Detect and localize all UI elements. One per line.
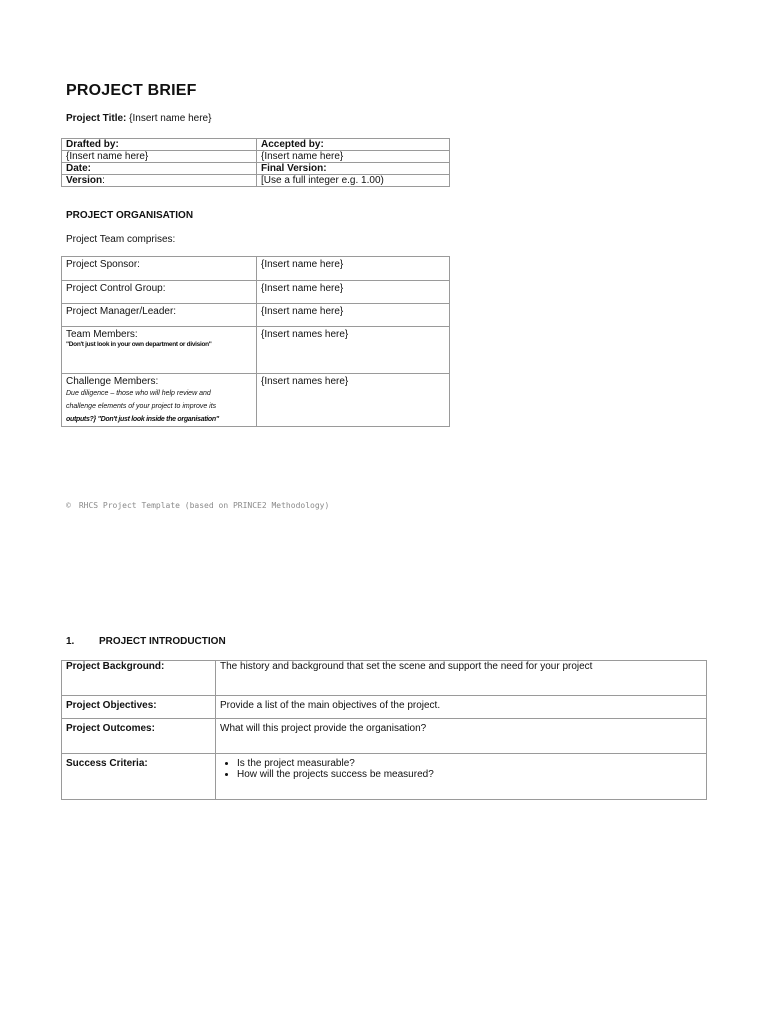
role-cell: Project Sponsor: [62,257,257,281]
value-cell: {Insert names here} [257,327,450,374]
final-version-label: Final Version: [257,163,450,175]
value-cell: {Insert names here} [257,374,450,427]
drafted-by-value: {Insert name here} [62,151,257,163]
document-title: PROJECT BRIEF [66,82,197,99]
introduction-heading [66,636,226,647]
table-row [62,754,707,800]
value-cell: {Insert name here} [257,304,450,327]
table-row [62,257,450,281]
section-title: PROJECT INTRODUCTION [99,636,226,647]
footer-note [66,501,329,510]
table-row [62,163,450,175]
role-cell [62,374,257,427]
list-item: • Is the project measurable? [237,758,702,769]
table-row [62,374,450,427]
copyright-icon: © [66,501,71,510]
table-row [62,696,707,719]
table-row [62,151,450,163]
team-table [61,256,450,427]
team-intro: Project Team comprises: [66,234,176,245]
approval-table [61,138,450,187]
table-row [62,661,707,696]
project-title-label: Project Title: [66,113,127,124]
section-number: 1. [66,636,75,647]
label-cell: Project Background: [62,661,216,696]
challenge-note-line3-a: outputs?} [66,416,98,423]
challenge-note-line1: Due diligence – those who will help review and [66,390,211,397]
organisation-heading: PROJECT ORGANISATION [66,210,194,221]
role-cell [62,327,257,374]
date-label: Date: [62,163,257,175]
challenge-note-line3 [66,413,252,426]
label-cell: Project Outcomes: [62,719,216,754]
project-title-line [66,113,211,124]
list-item: • How will the projects success be measured? [237,769,702,780]
value-cell: The history and background that set the scene and support the need for your project [216,661,707,696]
version-value: [Use a full integer e.g. 1.00) [257,175,450,187]
accepted-by-value: {Insert name here} [257,151,450,163]
version-cell [62,175,257,187]
challenge-note-line2: challenge elements of your project to improve its [66,403,217,410]
introduction-table [61,660,707,800]
drafted-by-label: Drafted by: [62,139,257,151]
accepted-by-label: Accepted by: [257,139,450,151]
team-members-note: "Don't just look in your own department or division" [66,341,212,348]
table-row [62,175,450,187]
table-row [62,139,450,151]
version-colon: : [102,175,105,186]
table-row [62,719,707,754]
value-cell: {Insert name here} [257,281,450,304]
value-cell: What will this project provide the organisation? [216,719,707,754]
table-row [62,327,450,374]
role-cell: Project Manager/Leader: [62,304,257,327]
footer-text: RHCS Project Template (based on PRINCE2 Methodology) [78,501,330,510]
value-cell: Provide a list of the main objectives of the project. [216,696,707,719]
label-cell: Project Objectives: [62,696,216,719]
table-row [62,281,450,304]
role-cell: Project Control Group: [62,281,257,304]
challenge-note-line3-b: "Don't just look inside the organisation" [97,416,219,423]
table-row [62,304,450,327]
version-label: Version [66,175,103,186]
label-cell: Success Criteria: [62,754,216,800]
value-cell [216,754,707,800]
role-label: Team Members: [66,329,138,340]
project-title-value: {Insert name here} [126,113,212,124]
value-cell: {Insert name here} [257,257,450,281]
role-label: Challenge Members: [66,376,159,387]
success-criteria-list [220,758,702,780]
